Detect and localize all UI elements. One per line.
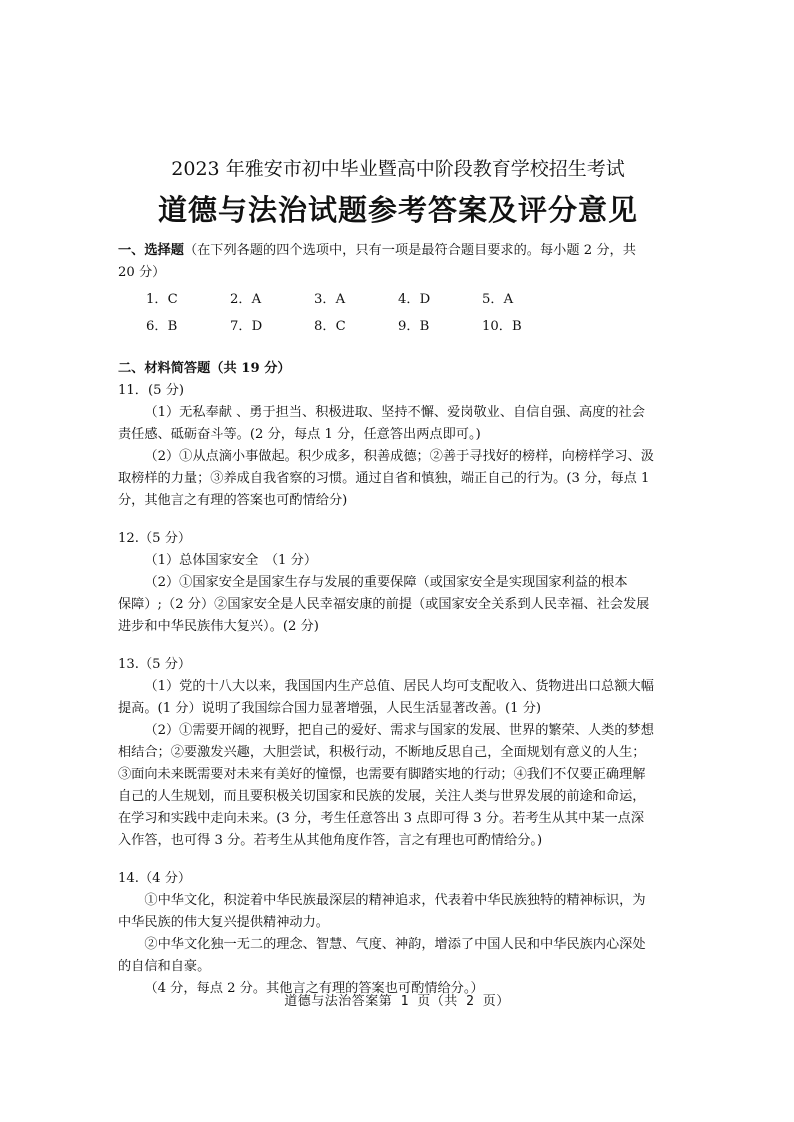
answer-item: 5．A xyxy=(482,292,514,307)
answer-line: 自己的人生规划，而且要积极关切国家和民族的发展，关注人类与世界发展的前途和命运， xyxy=(118,789,646,804)
answer-line: 分，其他言之有理的答案也可酌情给分) xyxy=(118,493,348,508)
document-title: 道德与法治试题参考答案及评分意见 xyxy=(157,193,638,227)
answer-line: 进步和中华民族伟大复兴）。(2 分) xyxy=(118,619,319,634)
answer-line: （2）①需要开阔的视野，把自己的爱好、需求与国家的发展、世界的繁荣、人类的梦想 xyxy=(144,723,654,738)
answer-line: ①中华文化，积淀着中华民族最深层的精神追求，代表着中华民族独特的精神标识，为 xyxy=(144,893,646,908)
answer-line: ②中华文化独一无二的理念、智慧、气度、神韵，增添了中国人民和中华民族内心深处 xyxy=(144,937,646,952)
answer-line: 的自信和自豪。 xyxy=(118,959,211,974)
section1-heading: 一、选择题 xyxy=(118,243,184,258)
answer-line: 在学习和实践中走向未来。(3 分，考生任意答出 3 点即可得 3 分。若考生从其中某一点深 xyxy=(118,811,645,826)
answer-document xyxy=(118,156,678,1000)
question-12 xyxy=(118,528,678,638)
answer-item: 10．B xyxy=(482,319,522,334)
answer-line: 取榜样的力量；③养成自我省察的习惯。通过自省和慎独，端正自己的行为。(3 分，每点 1 xyxy=(118,471,650,486)
answer-item: 1．C xyxy=(146,292,178,307)
section2-heading: 二、材料简答题（共 19 分） xyxy=(118,361,291,376)
answer-line: 提高。(1 分）说明了我国综合国力显著增强，人民生活显著改善。(1 分) xyxy=(118,701,542,716)
answer-item: 7．D xyxy=(230,319,263,334)
section1-description xyxy=(118,240,678,262)
page-footer: 道德与法治答案第 1 页（共 2 页） xyxy=(284,994,510,1009)
section-short-answer xyxy=(118,358,678,1000)
answer-item: 4．D xyxy=(398,292,431,307)
answer-line: （1）无私奉献 、勇于担当、积极进取、坚持不懈、爱岗敬业、自信自强、高度的社会 xyxy=(144,405,645,420)
answer-item: 8．C xyxy=(314,319,346,334)
answer-line: 保障）;（2 分）②国家安全是人民幸福安康的前提（或国家安全关系到人民幸福、社会发展 xyxy=(118,597,650,612)
answer-line: （2）①从点滴小事做起。积少成多，积善成德；②善于寻找好的榜样，向榜样学习、汲 xyxy=(144,449,654,464)
answer-line: 责任感、砥砺奋斗等。(2 分，每点 1 分，任意答出两点即可。) xyxy=(118,427,481,442)
question-label: 14.（4 分） xyxy=(118,871,192,886)
section1-desc-line2: 20 分） xyxy=(118,265,166,280)
question-11 xyxy=(118,380,678,512)
question-label: 11．(5 分) xyxy=(118,383,185,398)
answers-row-2 xyxy=(146,316,678,338)
question-13 xyxy=(118,654,678,852)
answer-item: 2．A xyxy=(230,292,262,307)
section-multiple-choice xyxy=(118,240,678,338)
section1-desc-line1: （在下列各题的四个选项中，只有一项是最符合题目要求的。每小题 2 分，共 xyxy=(183,243,636,258)
answer-line: ③面向未来既需要对未来有美好的憧憬，也需要有脚踏实地的行动；④我们不仅要正确理解 xyxy=(118,767,646,782)
answer-line: 入作答，也可得 3 分。若考生从其他角度作答，言之有理也可酌情给分。) xyxy=(118,833,543,848)
question-14 xyxy=(118,868,678,1000)
exam-title: 2023 年雅安市初中毕业暨高中阶段教育学校招生考试 xyxy=(171,158,625,180)
scoring-note: （4 分，每点 2 分。其他言之有理的答案也可酌情给分。） xyxy=(144,981,484,996)
answer-item: 6．B xyxy=(146,319,178,334)
answer-item: 9．B xyxy=(398,319,430,334)
question-label: 12.（5 分） xyxy=(118,531,192,546)
answers-row-1 xyxy=(146,289,678,311)
answer-line: （1）总体国家安全 （1 分） xyxy=(144,553,318,568)
answer-item: 3．A xyxy=(314,292,346,307)
answer-line: （1）党的十八大以来，我国国内生产总值、居民人均可支配收入、货物进出口总额大幅 xyxy=(144,679,654,694)
answer-line: 相结合；②要激发兴趣，大胆尝试，积极行动，不断地反思自己，全面规划有意义的人生； xyxy=(118,745,646,760)
answer-line: （2）①国家安全是国家生存与发展的重要保障（或国家安全是实现国家利益的根本 xyxy=(144,575,628,590)
question-label: 13.（5 分） xyxy=(118,657,192,672)
answer-line: 中华民族的伟大复兴提供精神动力。 xyxy=(118,915,329,930)
